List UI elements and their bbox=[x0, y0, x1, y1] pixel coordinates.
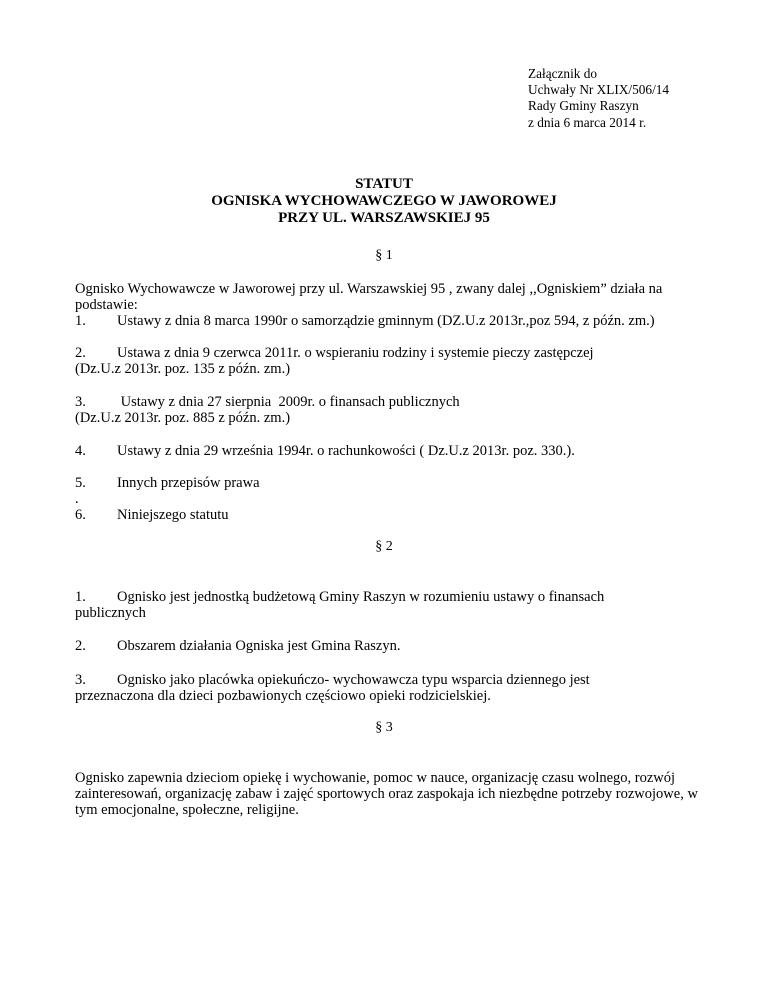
item-number: 3. bbox=[75, 394, 86, 410]
section-1-heading: § 1 bbox=[375, 248, 393, 263]
document-subtitle-1: OGNISKA WYCHOWAWCZEGO W JAWOROWEJ bbox=[211, 193, 557, 209]
legal-basis-item bbox=[75, 345, 715, 361]
item-text: Niniejszego statutu bbox=[117, 507, 229, 523]
item-number: 2. bbox=[75, 638, 86, 654]
document-title: STATUT bbox=[355, 176, 413, 192]
item-text: Ustawy z dnia 8 marca 1990r o samorządzie gminnym (DZ.U.z 2013r.,poz 594, z późn. zm.) bbox=[117, 313, 655, 329]
item-text: Obszarem działania Ogniska jest Gmina Raszyn. bbox=[117, 638, 401, 654]
item-number: 1. bbox=[75, 589, 86, 605]
item-continuation: przeznaczona dla dzieci pozbawionych częściowo opieki rodzicielskiej. bbox=[75, 688, 491, 704]
item-number: 5. bbox=[75, 475, 86, 491]
item-text: Ognisko jako placówka opiekuńczo- wychowawcza typu wsparcia dziennego jest bbox=[117, 672, 590, 688]
section-3-heading: § 3 bbox=[375, 720, 393, 735]
item-text: Ognisko jest jednostką budżetową Gminy Raszyn w rozumieniu ustawy o finansach bbox=[117, 589, 605, 605]
annex-line-2: Uchwały Nr XLIX/506/14 bbox=[528, 82, 670, 98]
item-text: Ustawa z dnia 9 czerwca 2011r. o wspieraniu rodziny i systemie pieczy zastępczej bbox=[117, 345, 594, 361]
legal-basis-item bbox=[75, 507, 715, 523]
legal-basis-item bbox=[75, 394, 715, 410]
legal-basis-item bbox=[75, 475, 715, 491]
section-2-item bbox=[75, 638, 715, 654]
section-3-text: Ognisko zapewnia dzieciom opiekę i wychowanie, pomoc w nauce, organizację czasu wolnego, rozwój zainteresowań, organizację zabaw i zajęć sportowych oraz zaspokaja ich niezbędne potrzeby rozwojowe, w tym emocjonalne, społeczne, religijne. bbox=[75, 770, 698, 819]
item-number: . bbox=[75, 491, 79, 507]
item-text: Innych przepisów prawa bbox=[117, 475, 260, 491]
item-text: Ustawy z dnia 29 września 1994r. o rachunkowości ( Dz.U.z 2013r. poz. 330.). bbox=[117, 443, 575, 459]
section-2-item bbox=[75, 589, 715, 605]
item-number: 1. bbox=[75, 313, 86, 329]
legal-basis-item bbox=[75, 313, 715, 329]
item-number: 2. bbox=[75, 345, 86, 361]
legal-basis-item bbox=[75, 443, 715, 459]
item-number: 6. bbox=[75, 507, 86, 523]
annex-note bbox=[528, 66, 669, 131]
item-number: 4. bbox=[75, 443, 86, 459]
document-subtitle-2: PRZY UL. WARSZAWSKIEJ 95 bbox=[278, 210, 490, 226]
section-2-item bbox=[75, 672, 715, 688]
item-text: Ustawy z dnia 27 sierpnia 2009r. o finansach publicznych bbox=[117, 394, 460, 410]
annex-line-4: z dnia 6 marca 2014 r. bbox=[528, 114, 647, 130]
item-continuation: publicznych bbox=[75, 605, 146, 621]
stray-dot bbox=[75, 491, 715, 507]
section-1-intro: Ognisko Wychowawcze w Jaworowej przy ul. Warszawskiej 95 , zwany dalej ,,Ogniskiem” działa na podstawie: bbox=[75, 281, 663, 314]
annex-line-3: Rady Gminy Raszyn bbox=[528, 98, 639, 114]
annex-line-1: Załącznik do bbox=[528, 66, 598, 81]
section-2-heading: § 2 bbox=[375, 539, 393, 554]
item-continuation: (Dz.U.z 2013r. poz. 135 z późn. zm.) bbox=[75, 361, 291, 377]
item-number: 3. bbox=[75, 672, 86, 688]
item-continuation: (Dz.U.z 2013r. poz. 885 z późn. zm.) bbox=[75, 410, 291, 426]
